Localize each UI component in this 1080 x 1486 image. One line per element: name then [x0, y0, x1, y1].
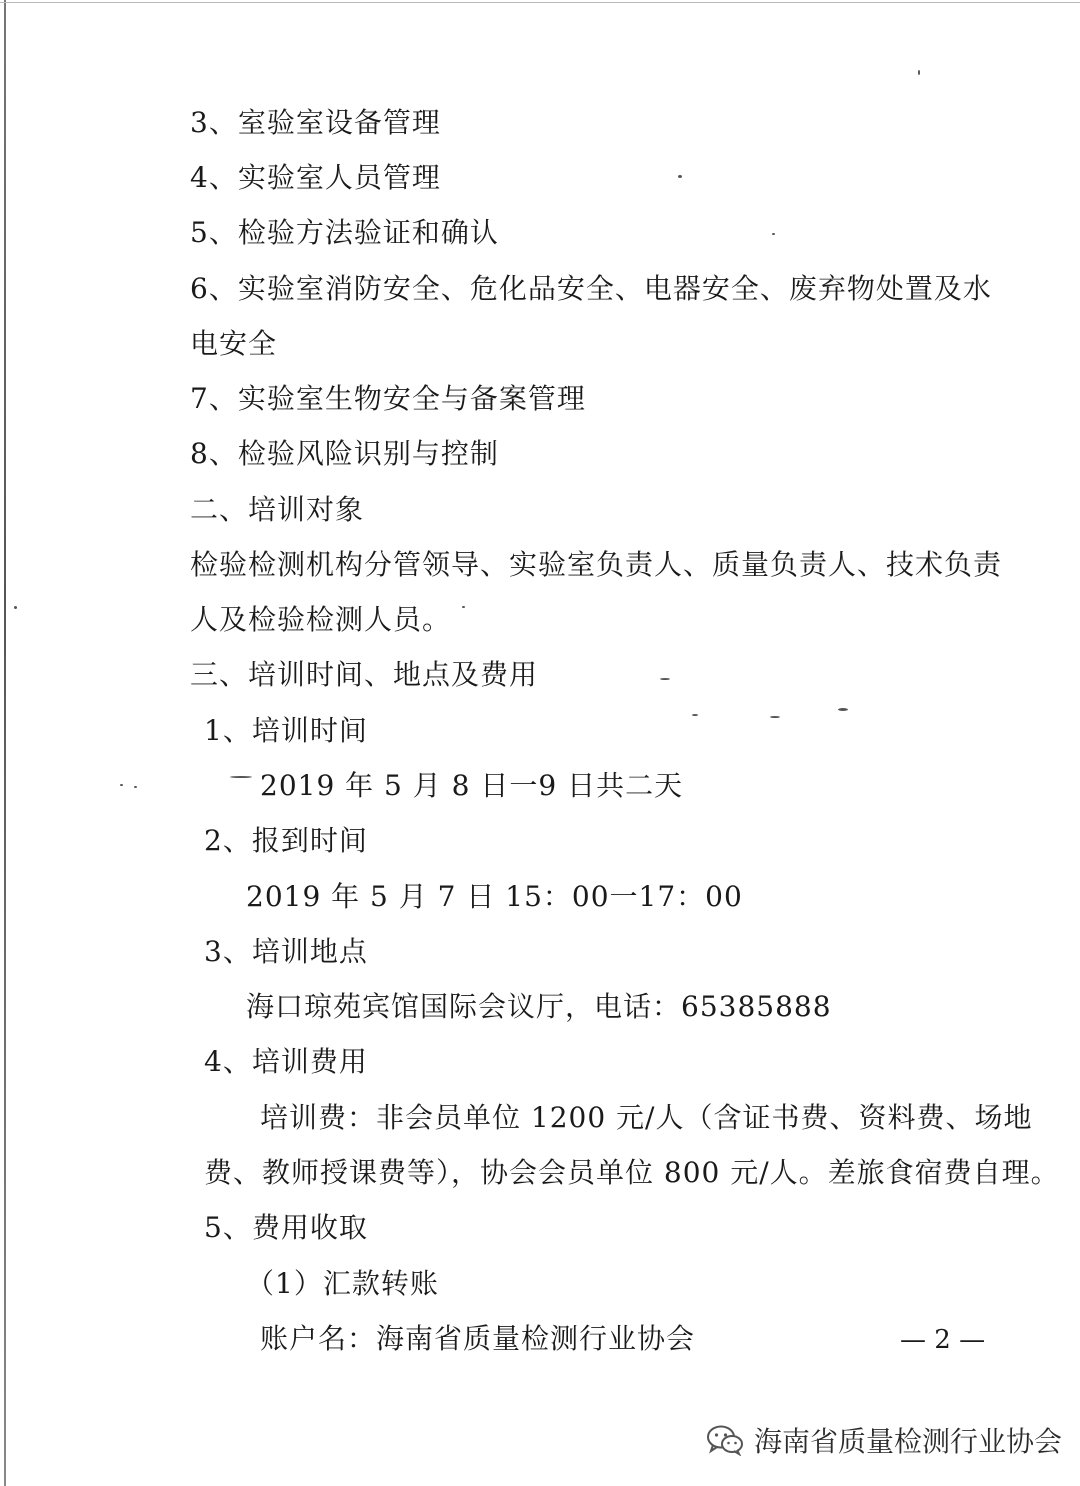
list-item-5: 5、检验方法验证和确认 [190, 216, 499, 249]
list-item-4: 4、实验室人员管理 [190, 161, 441, 194]
scan-speck [230, 776, 252, 778]
watermark-text: 海南省质量检测行业协会 [754, 1425, 1063, 1458]
list-item-3: 3、室验室设备管理 [190, 106, 441, 139]
scan-speck [134, 786, 137, 788]
scan-speck [770, 716, 780, 718]
training-location: 海口琼苑宾馆国际会议厅，电话：65385888 [246, 990, 832, 1023]
section-heading-2: 二、培训对象 [190, 493, 365, 526]
list-item-6: 6、实验室消防安全、危化品安全、电器安全、废弃物处置及水 [190, 272, 992, 305]
scan-speck [918, 70, 920, 75]
section-heading-3: 三、培训时间、地点及费用 [190, 658, 539, 691]
training-dates: 2019 年 5 月 8 日一9 日共二天 [260, 769, 684, 802]
scan-speck [838, 708, 848, 711]
scan-speck [692, 714, 698, 716]
scan-speck [14, 606, 17, 609]
wechat-watermark [706, 1420, 1062, 1460]
scan-speck [772, 233, 775, 235]
account-name: 账户名：海南省质量检测行业协会 [260, 1322, 696, 1355]
scan-speck [462, 606, 465, 608]
fee-line-cont: 费、教师授课费等），协会会员单位 800 元/人。差旅食宿费自理。 [204, 1156, 1060, 1189]
paragraph-line: 人及检验检测人员。 [190, 603, 452, 636]
scan-speck [678, 175, 682, 178]
sub-heading-4: 4、培训费用 [204, 1045, 368, 1078]
fee-line: 培训费：非会员单位 1200 元/人（含证书费、资料费、场地 [260, 1101, 1033, 1134]
paragraph-line: 检验检测机构分管领导、实验室负责人、质量负责人、技术负责 [190, 548, 1003, 581]
wechat-icon [706, 1424, 744, 1456]
registration-time: 2019 年 5 月 7 日 15：00一17：00 [246, 880, 743, 913]
scan-edge-top [0, 2, 1080, 3]
scan-speck [120, 784, 123, 786]
sub-heading-3: 3、培训地点 [204, 935, 368, 968]
scan-edge-left [4, 0, 6, 1486]
sub-heading-2: 2、报到时间 [204, 824, 368, 857]
list-item-6-cont: 电安全 [190, 327, 278, 360]
sub-heading-5: 5、费用收取 [204, 1211, 368, 1244]
sub-heading-1: 1、培训时间 [204, 714, 368, 747]
scan-speck [660, 678, 670, 680]
list-item-7: 7、实验室生物安全与备案管理 [190, 382, 586, 415]
list-item-8: 8、检验风险识别与控制 [190, 437, 499, 470]
payment-method: （1）汇款转账 [246, 1267, 439, 1300]
page-number: — 2 — [900, 1325, 986, 1355]
